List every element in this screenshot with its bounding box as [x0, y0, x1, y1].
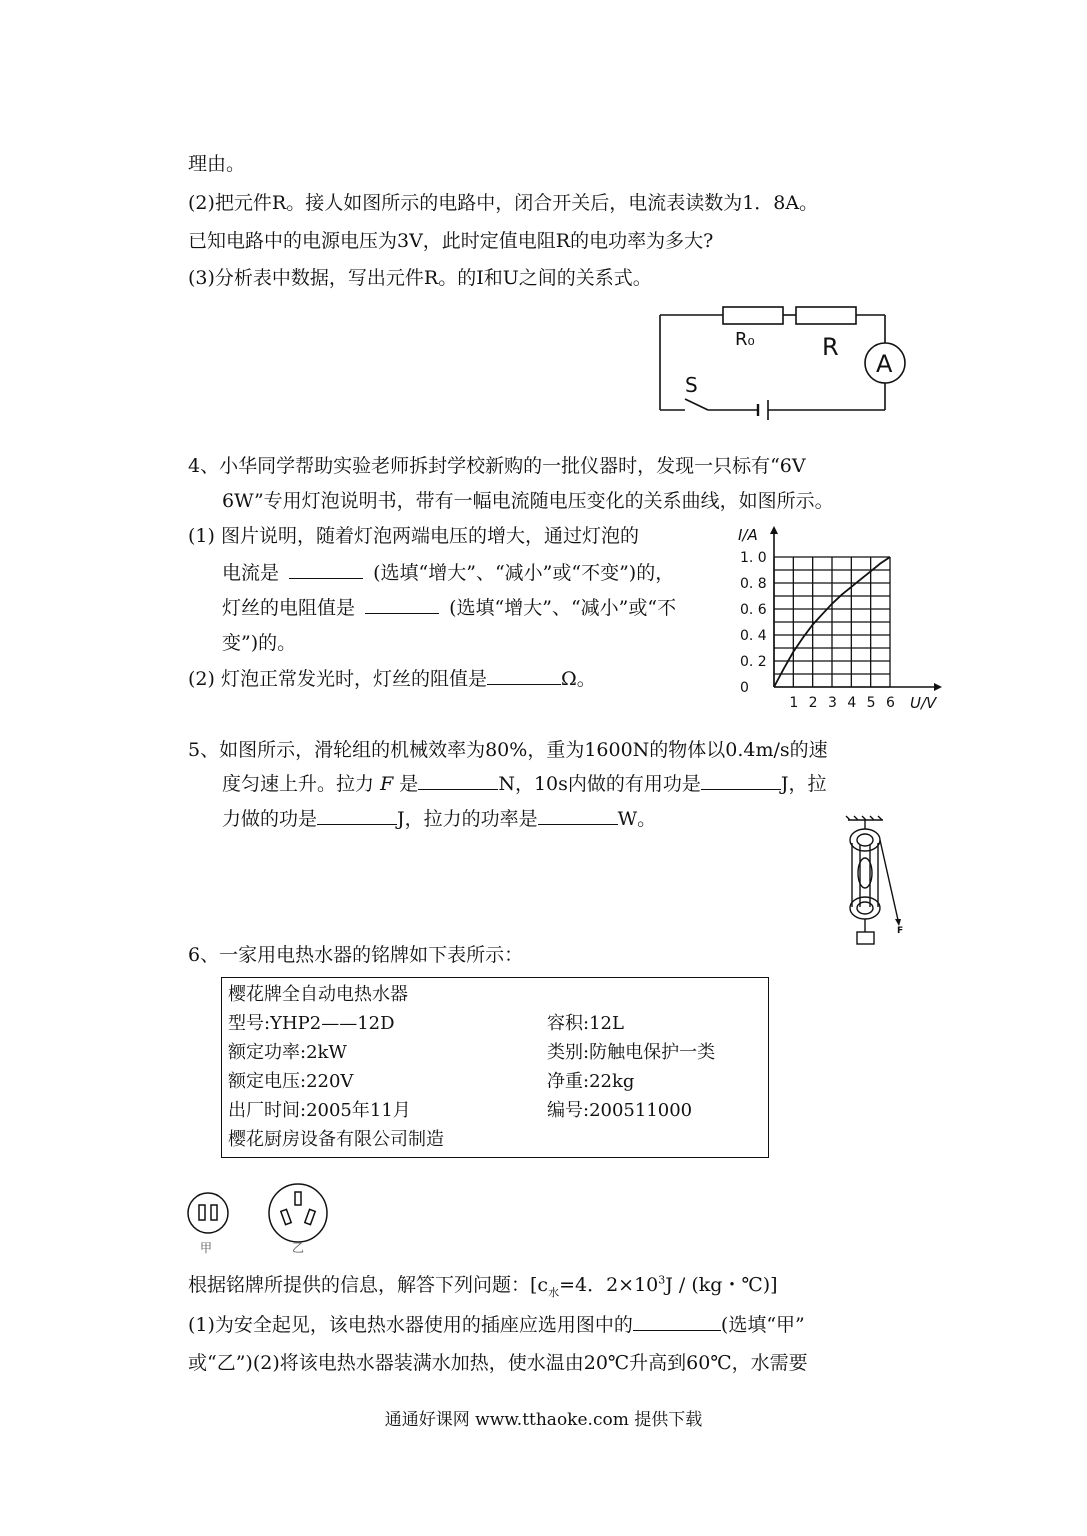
- q4-part1-line1: (1) 图片说明，随着灯泡两端电压的增大，通过灯泡的: [188, 525, 639, 547]
- iv-curve-chart: [728, 522, 943, 712]
- q4-resistance-options: (选填“增大”、“减小”或“不: [449, 597, 677, 619]
- q5-line1: 5、如图所示，滑轮组的机械效率为80%，重为1600N的物体以0.4m/s的速: [188, 739, 828, 761]
- q3-part2-line1: (2)把元件R。接人如图所示的电路中，闭合开关后，电流表读数为1．8A。: [188, 192, 819, 214]
- q5-line3: [222, 806, 656, 832]
- q5-useful-work-label: N，10s内做的有用功是: [498, 773, 701, 795]
- q6-part1: [188, 1312, 805, 1338]
- q6-water-subscript: 水: [548, 1285, 560, 1299]
- nameplate-date: 出厂时间:2005年11月: [228, 1100, 411, 1121]
- q4-part1-line2: [222, 560, 674, 586]
- y-tick-label: 0. 4: [740, 628, 767, 644]
- switch-label: S: [685, 373, 698, 397]
- nameplate-capacity: 容积:12L: [547, 1013, 624, 1034]
- q4-resistance-label: 灯丝的电阻值是: [222, 597, 356, 619]
- x-axis-arrow: [934, 683, 942, 691]
- q4-current-blank[interactable]: [289, 560, 363, 579]
- q4-line2: 6W”专用灯泡说明书，带有一幅电流随电压变化的关系曲线，如图所示。: [222, 490, 834, 512]
- nameplate-table: [221, 977, 769, 1158]
- r-label: R: [822, 333, 839, 361]
- nameplate-voltage: 额定电压:220V: [228, 1071, 354, 1092]
- q6-specific-heat-value: =4．2×10: [559, 1274, 659, 1296]
- q4-part2-label: (2) 灯泡正常发光时，灯丝的阻值是: [188, 668, 487, 690]
- pulley-force-label: F: [897, 926, 904, 936]
- q3-reason-line: 理由。: [188, 153, 246, 175]
- q3-part2-line2: 已知电路中的电源电压为3V，此时定值电阻R的电功率为多大?: [188, 230, 714, 252]
- nameplate-category: 类别:防触电保护一类: [547, 1042, 716, 1063]
- q3-part3: (3)分析表中数据，写出元件R。的I和U之间的关系式。: [188, 267, 652, 289]
- q5-line2-end: J，拉: [780, 773, 827, 795]
- nameplate-model: 型号:YHP2——12D: [228, 1013, 395, 1034]
- page-footer: 通通好课网 www.tthaoke.com 提供下载: [384, 1410, 703, 1430]
- y-tick-label: 0. 8: [740, 576, 767, 592]
- nameplate-serial: 编号:200511000: [547, 1100, 693, 1121]
- q4-part1-line3: [222, 595, 676, 621]
- q4-part2: [188, 666, 596, 692]
- nameplate-weight: 净重:22kg: [547, 1071, 635, 1092]
- q4-part1-line4: 变”)的。: [222, 632, 297, 654]
- q5-line3-end: W。: [617, 808, 657, 830]
- q4-current-options: (选填“增大”、“减小”或“不变”)的，: [373, 562, 675, 584]
- chart-grid: [774, 557, 890, 687]
- y-tick-label: 0: [740, 680, 749, 696]
- x-tick-label: 3: [828, 695, 837, 711]
- nameplate-title: 樱花牌全自动电热水器: [228, 984, 408, 1005]
- q6-question-prefix: 根据铭牌所提供的信息，解答下列问题：[c: [188, 1274, 549, 1296]
- nameplate-maker: 樱花厨房设备有限公司制造: [228, 1129, 444, 1150]
- q6-exponent: 3: [658, 1273, 666, 1287]
- resistor-r0: [723, 307, 783, 324]
- q5-useful-work-blank[interactable]: [701, 771, 781, 790]
- q5-power-blank[interactable]: [538, 806, 618, 825]
- q6-part1-options: (选填“甲”: [720, 1314, 805, 1336]
- chart-x-axis-label: U/V: [910, 694, 937, 712]
- y-tick-label: 0. 2: [740, 654, 767, 670]
- q6-part2: 或“乙”)(2)将该电热水器装满水加热，使水温由20℃升高到60℃，水需要: [188, 1352, 808, 1374]
- y-tick-label: 1. 0: [740, 550, 767, 566]
- q5-force-blank[interactable]: [418, 771, 498, 790]
- socket-a-label: 甲: [200, 1241, 213, 1255]
- q4-resistance-blank[interactable]: [365, 595, 439, 614]
- two-pin-socket-icon: [188, 1193, 228, 1233]
- r0-label: R₀: [735, 329, 755, 350]
- q4-line1: 4、小华同学帮助实验老师拆封学校新购的一批仪器时，发现一只标有“6V: [188, 455, 806, 477]
- x-tick-label: 5: [866, 695, 876, 711]
- chart-y-axis-label: I/A: [738, 526, 758, 544]
- q6-question-line: [188, 1272, 778, 1298]
- x-tick-label: 1: [789, 695, 799, 711]
- nameplate-power: 额定功率:2kW: [228, 1042, 347, 1063]
- q4-current-label: 电流是: [222, 562, 280, 584]
- x-tick-label: 6: [886, 695, 895, 711]
- q5-total-work-blank[interactable]: [317, 806, 397, 825]
- q4-ohm-blank[interactable]: [487, 666, 561, 685]
- q4-part2-unit: Ω。: [560, 668, 596, 690]
- x-tick-label: 2: [808, 695, 818, 711]
- resistor-r: [796, 307, 856, 324]
- socket-b-label: 乙: [292, 1241, 305, 1255]
- y-axis-arrow: [770, 526, 778, 534]
- x-tick-label: 4: [847, 695, 857, 711]
- q5-force-is: 是: [399, 773, 419, 795]
- q5-force-prefix: 度匀速上升。拉力: [222, 773, 375, 795]
- switch-blade: [685, 399, 708, 410]
- q5-power-label: J，拉力的功率是: [397, 808, 538, 830]
- q6-intro: 6、一家用电热水器的铭牌如下表所示：: [188, 944, 524, 966]
- q5-total-work-label: 力做的功是: [222, 808, 318, 830]
- q6-part1-text: (1)为安全起见，该电热水器使用的插座应选用图中的: [188, 1314, 633, 1336]
- q5-force-symbol: F: [380, 773, 394, 795]
- ammeter-label: A: [876, 350, 893, 378]
- y-tick-label: 0. 6: [740, 602, 767, 618]
- pulley-system-diagram: [838, 815, 908, 950]
- socket-diagrams: [180, 1180, 345, 1260]
- circuit-diagram: [650, 300, 915, 420]
- q5-line2: [222, 771, 827, 797]
- q6-socket-blank[interactable]: [633, 1312, 721, 1331]
- q6-specific-heat-unit: J / (kg・℃)]: [665, 1274, 778, 1296]
